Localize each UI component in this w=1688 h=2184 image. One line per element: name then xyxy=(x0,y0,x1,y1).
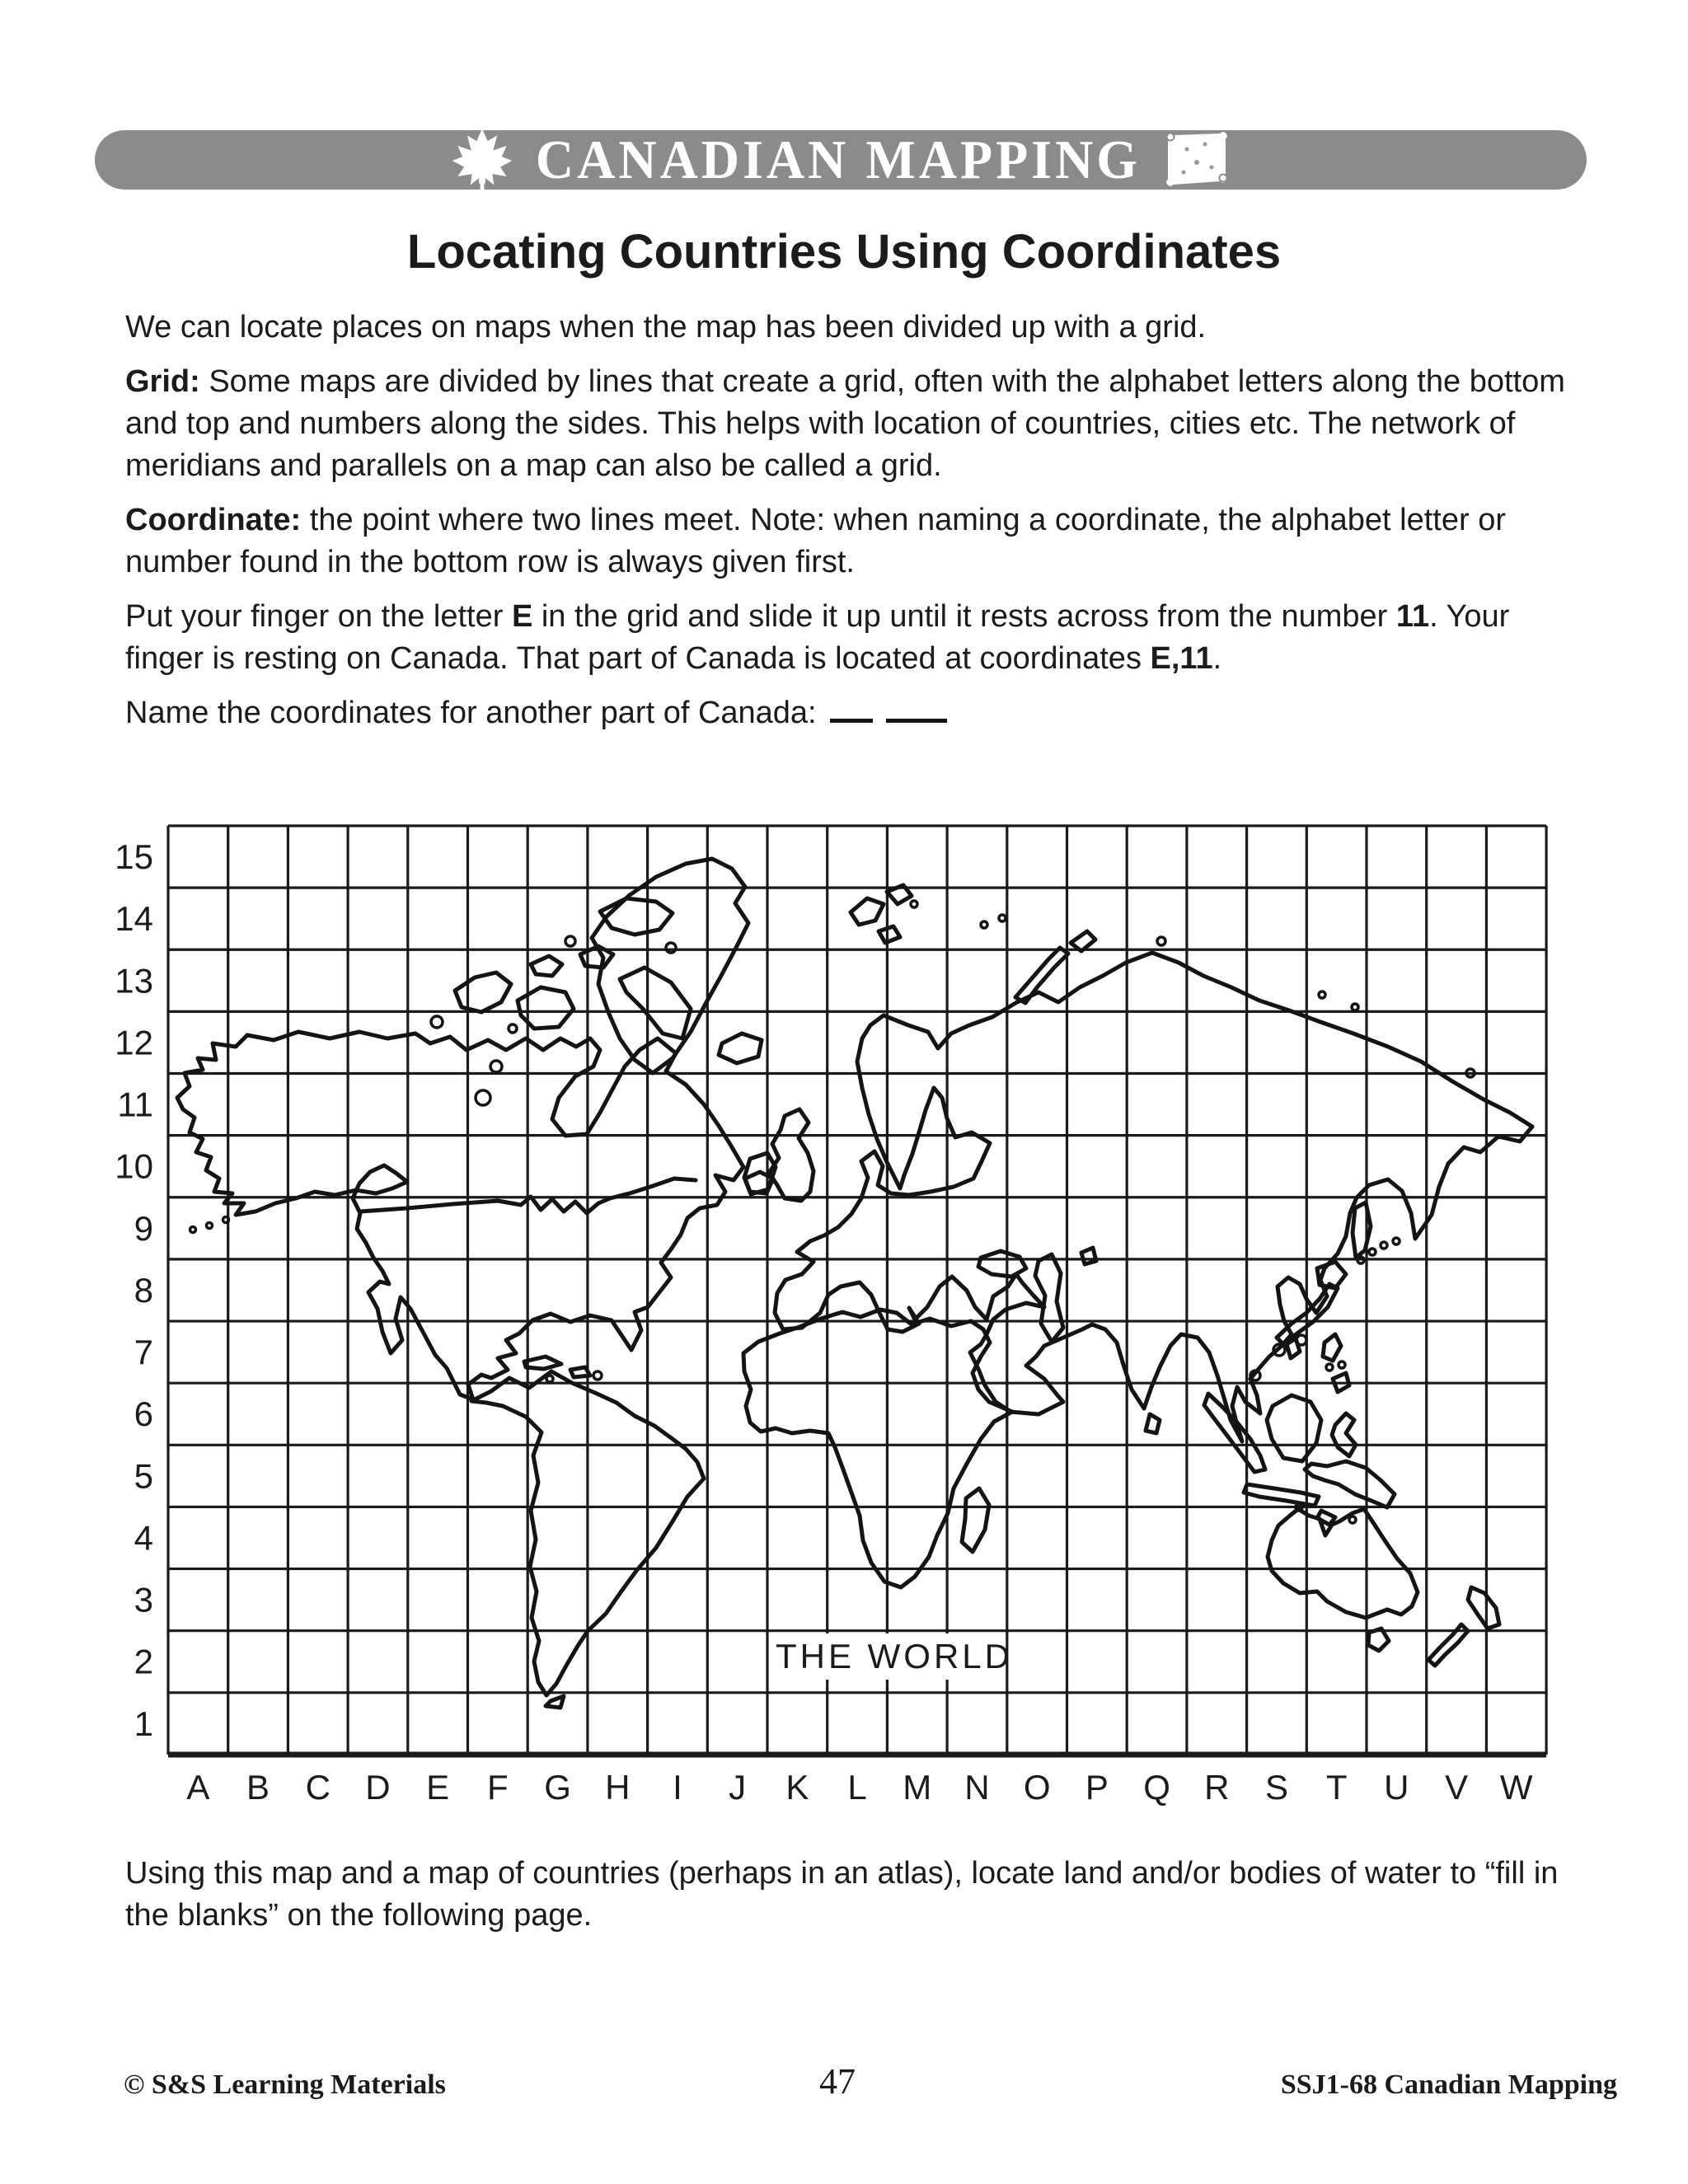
map-title-group xyxy=(776,1633,1013,1680)
north-america xyxy=(177,1032,743,1399)
world-map-outline xyxy=(177,859,1532,1708)
madagascar xyxy=(962,1488,989,1552)
bottom-note: Using this map and a map of countries (perhaps in an atlas), locate land and/or bodies of water to “fill in the blanks” on the following page. xyxy=(125,1856,1559,1933)
grid-row-label: 8 xyxy=(134,1270,153,1310)
paragraph-grid-def: Grid: Some maps are divided by lines that create a grid, often with the alphabet letters along the bottom and top and numbers along the sides. This helps with location of countries, cities etc. The network of meridians and parallels on a map can also be called a grid. xyxy=(125,364,1565,483)
footer-product-code: SSJ1-68 Canadian Mapping xyxy=(1280,2069,1617,2100)
iceland xyxy=(719,1033,762,1063)
grid-col-label: A xyxy=(186,1767,210,1807)
grid-row-label: 4 xyxy=(134,1518,153,1558)
grid-row-label: 3 xyxy=(134,1580,153,1619)
philippines xyxy=(1323,1334,1341,1361)
grid-row-label: 11 xyxy=(117,1085,153,1124)
paragraph-name-coordinates: Name the coordinates for another part of Canada: xyxy=(125,692,1568,734)
grid-row-label: 12 xyxy=(115,1023,153,1062)
grid-row-label: 10 xyxy=(115,1146,153,1186)
grid-col-label: I xyxy=(673,1767,682,1807)
grid-row-label: 6 xyxy=(134,1394,153,1434)
maple-leaf-icon xyxy=(450,125,514,194)
paragraph-intro: We can locate places on maps when the map has been divided up with a grid. xyxy=(125,310,1207,344)
grid-col-label: B xyxy=(246,1767,270,1807)
sulawesi xyxy=(1332,1413,1356,1456)
grid-col-label: D xyxy=(365,1767,391,1807)
banner-title: CANADIAN MAPPING xyxy=(535,129,1142,190)
grid-col-label: V xyxy=(1445,1767,1469,1807)
grid-col-label: K xyxy=(785,1767,809,1807)
grid-row-label: 1 xyxy=(134,1704,153,1743)
grid-col-label: T xyxy=(1325,1767,1348,1807)
footer-copyright: © S&S Learning Materials xyxy=(124,2069,446,2100)
grid-col-label: H xyxy=(605,1767,631,1807)
grid-col-label: L xyxy=(847,1767,867,1807)
instructions xyxy=(125,307,1568,747)
grid-row-label: 9 xyxy=(134,1208,153,1248)
grid-col-label: G xyxy=(544,1767,571,1807)
grid-col-label: C xyxy=(305,1767,331,1807)
grid-col-label: P xyxy=(1085,1767,1109,1807)
paragraph-coordinate-def: Coordinate: the point where two lines meet. Note: when naming a coordinate, the alphabet letter or number found in the bottom row is always given first. xyxy=(125,503,1506,579)
grid-row-label: 14 xyxy=(115,899,153,939)
grid-col-label: Q xyxy=(1143,1767,1170,1807)
grid-col-label: E xyxy=(426,1767,450,1807)
map-title: THE WORLD xyxy=(776,1637,1013,1675)
grid-col-label: R xyxy=(1204,1767,1230,1807)
grid-col-label: S xyxy=(1264,1767,1288,1807)
grid-col-label: F xyxy=(487,1767,509,1807)
grid-row-label: 5 xyxy=(134,1456,153,1496)
grid-col-label: M xyxy=(903,1767,932,1807)
grid-col-label: W xyxy=(1499,1767,1533,1807)
footer xyxy=(124,2060,1617,2102)
banner xyxy=(95,130,1587,190)
coordinate-grid-map xyxy=(89,821,1564,1822)
new-zealand-north xyxy=(1468,1587,1499,1629)
map-svg xyxy=(89,821,1564,1822)
grid-row-label: 7 xyxy=(134,1333,153,1372)
grid-col-label: J xyxy=(729,1767,747,1807)
page-title: Locating Countries Using Coordinates xyxy=(406,225,1282,279)
map-scroll-icon xyxy=(1162,128,1231,192)
page-number: 47 xyxy=(819,2061,856,2102)
borneo xyxy=(1267,1395,1321,1461)
grid-col-label: O xyxy=(1023,1767,1051,1807)
united-kingdom xyxy=(769,1109,814,1201)
paragraph-finger-example: Put your finger on the letter E in the grid and slide it up until it rests across from the number 11. Your finger is resting on Canada. That part of Canada is located at coordinates E,11. xyxy=(125,599,1510,676)
grid-col-label: U xyxy=(1384,1767,1409,1807)
sumatra xyxy=(1204,1394,1265,1472)
grid-row-label: 13 xyxy=(115,961,153,1001)
grid-col-label: N xyxy=(964,1767,990,1807)
australia xyxy=(1268,1509,1418,1618)
grid-row-label: 15 xyxy=(115,837,153,876)
grid-row-label: 2 xyxy=(134,1642,153,1681)
